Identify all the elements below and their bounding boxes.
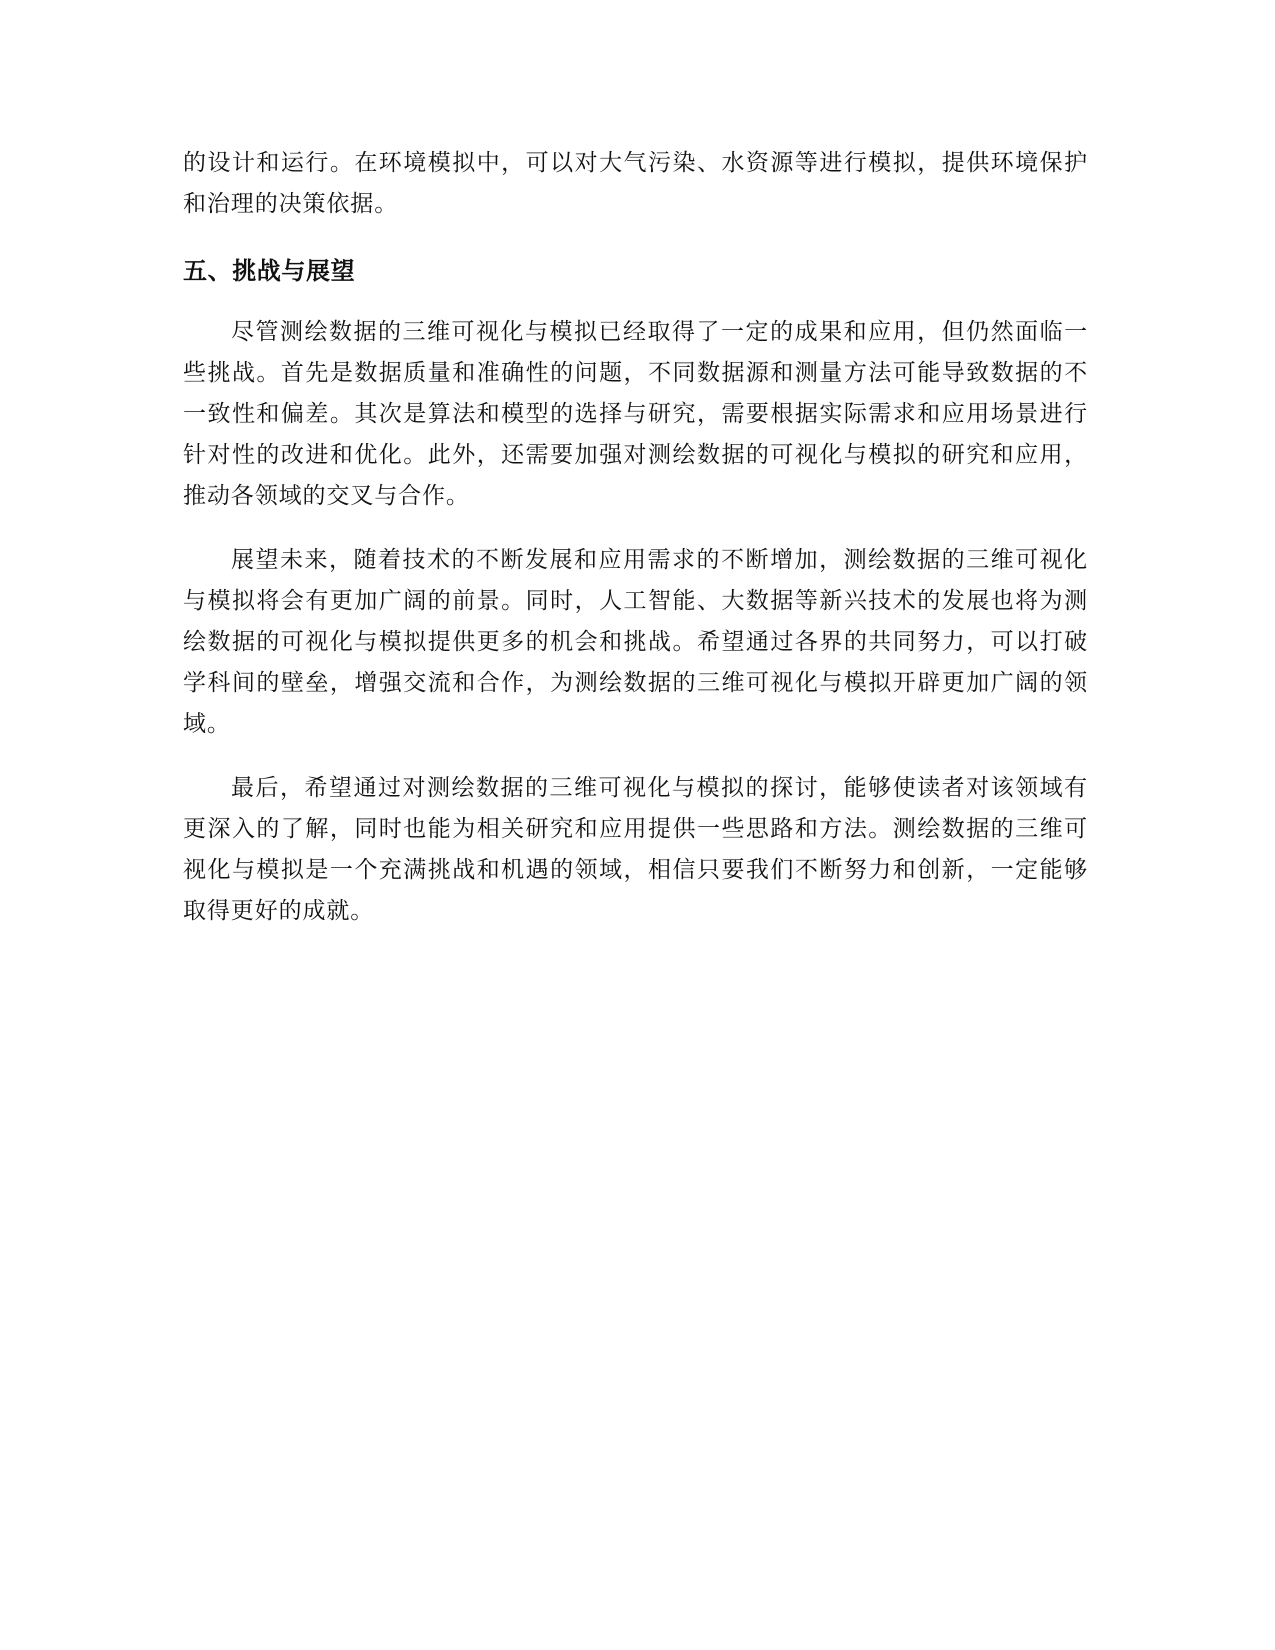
paragraph-challenges: 尽管测绘数据的三维可视化与模拟已经取得了一定的成果和应用，但仍然面临一些挑战。首先是数据质量和准确性的问题，不同数据源和测量方法可能导致数据的不一致性和偏差。其次是算法和模型的选择与研究，需要根据实际需求和应用场景进行针对性的改进和优化。此外，还需要加强对测绘数据的可视化与模拟的研究和应用，推动各领域的交叉与合作。: [183, 319, 1088, 509]
section-heading: 五、挑战与展望: [183, 257, 356, 285]
paragraph-conclusion: 最后，希望通过对测绘数据的三维可视化与模拟的探讨，能够使读者对该领域有更深入的了解，同时也能为相关研究和应用提供一些思路和方法。测绘数据的三维可视化与模拟是一个充满挑战和机遇的领域，相信只要我们不断努力和创新，一定能够取得更好的成就。: [183, 775, 1088, 924]
document-body: [183, 143, 1088, 932]
paragraph-outlook: 展望未来，随着技术的不断发展和应用需求的不断增加，测绘数据的三维可视化与模拟将会有更加广阔的前景。同时，人工智能、大数据等新兴技术的发展也将为测绘数据的可视化与模拟提供更多的机会和挑战。希望通过各界的共同努力，可以打破学科间的壁垒，增强交流和合作，为测绘数据的三维可视化与模拟开辟更加广阔的领域。: [183, 547, 1088, 737]
intro-paragraph: 的设计和运行。在环境模拟中，可以对大气污染、水资源等进行模拟，提供环境保护和治理的决策依据。: [183, 150, 1088, 217]
